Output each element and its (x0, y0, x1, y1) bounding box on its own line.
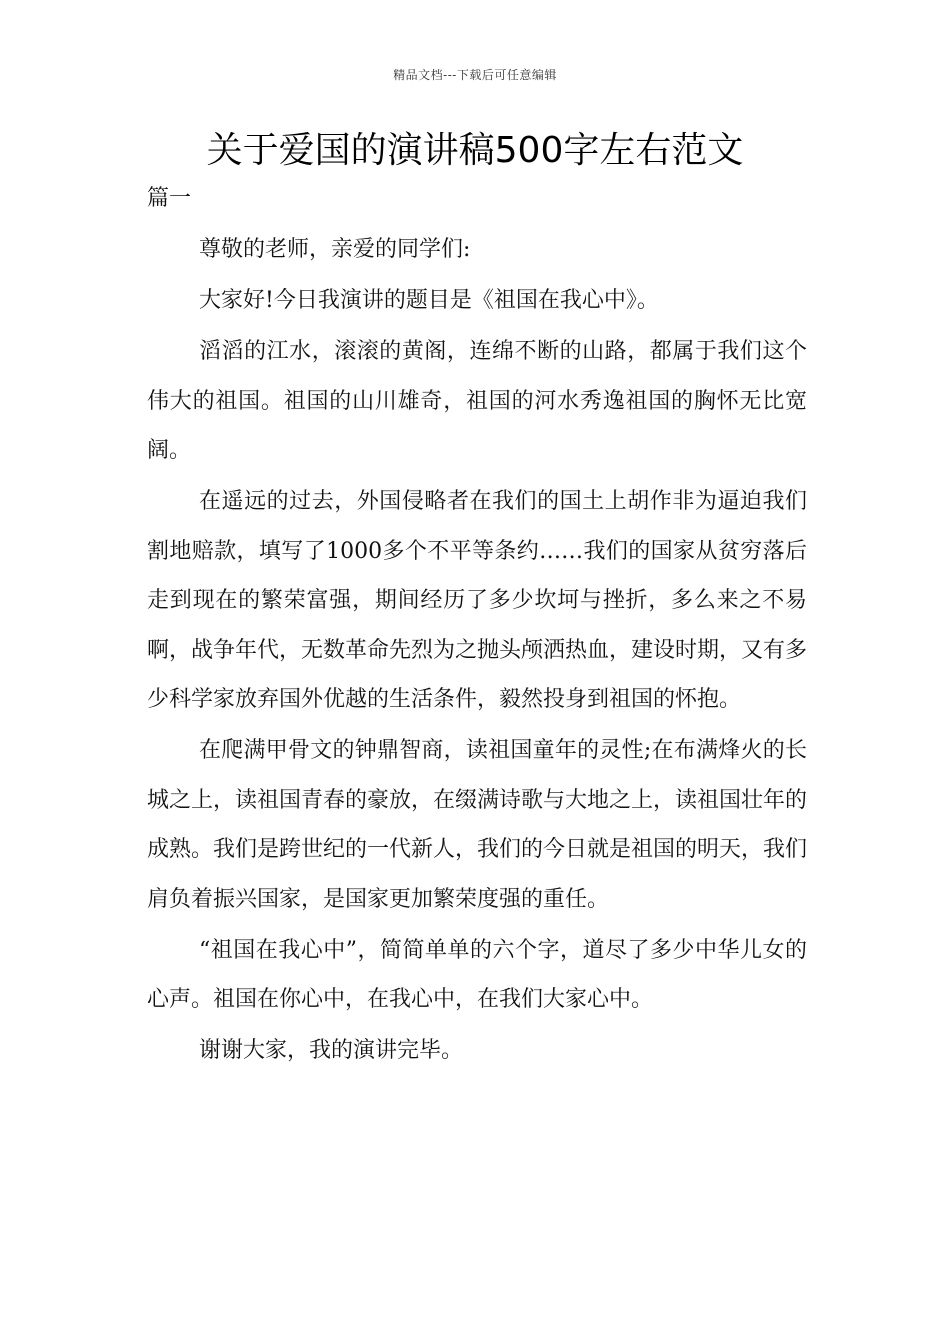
paragraph-heart: “祖国在我心中”，简简单单的六个字，道尽了多少中华儿女的心声。祖国在你心中，在我心中，在我们大家心中。 (147, 937, 807, 1012)
paragraph-closing: 谢谢大家，我的演讲完毕。 (199, 1038, 464, 1063)
page-header: 精品文档---下载后可任意编辑 (393, 68, 557, 82)
paragraph-intro: 大家好!今日我演讲的题目是《祖国在我心中》。 (199, 288, 659, 313)
section-label: 篇一 (147, 186, 192, 211)
document-body (147, 225, 807, 1077)
paragraph-history: 在遥远的过去，外国侵略者在我们的国土上胡作非为逼迫我们割地赔款，填写了1000多个不平等条约……我们的国家从贫穷落后走到现在的繁荣富强，期间经历了多少坎坷与挫折，多么来之不易啊，战争年代，无数革命先烈为之抛头颅洒热血，建设时期，又有多少科学家放弃国外优越的生活条件，毅然投身到祖国的怀抱。 (147, 489, 808, 712)
document-title: 关于爱国的演讲稿500字左右范文 (206, 130, 744, 171)
paragraph-greeting: 尊敬的老师，亲爱的同学们: (199, 237, 471, 262)
paragraph-landscape: 滔滔的江水，滚滚的黄阁，连绵不断的山路，都属于我们这个伟大的祖国。祖国的山川雄奇，祖国的河水秀逸祖国的胸怀无比宽阔。 (147, 339, 807, 463)
paragraph-heritage: 在爬满甲骨文的钟鼎智商，读祖国童年的灵性;在布满烽火的长城之上，读祖国青春的豪放，在缀满诗歌与大地之上，读祖国壮年的成熟。我们是跨世纪的一代新人，我们的今日就是祖国的明天，我们肩负着振兴国家，是国家更加繁荣度强的重任。 (147, 738, 808, 912)
